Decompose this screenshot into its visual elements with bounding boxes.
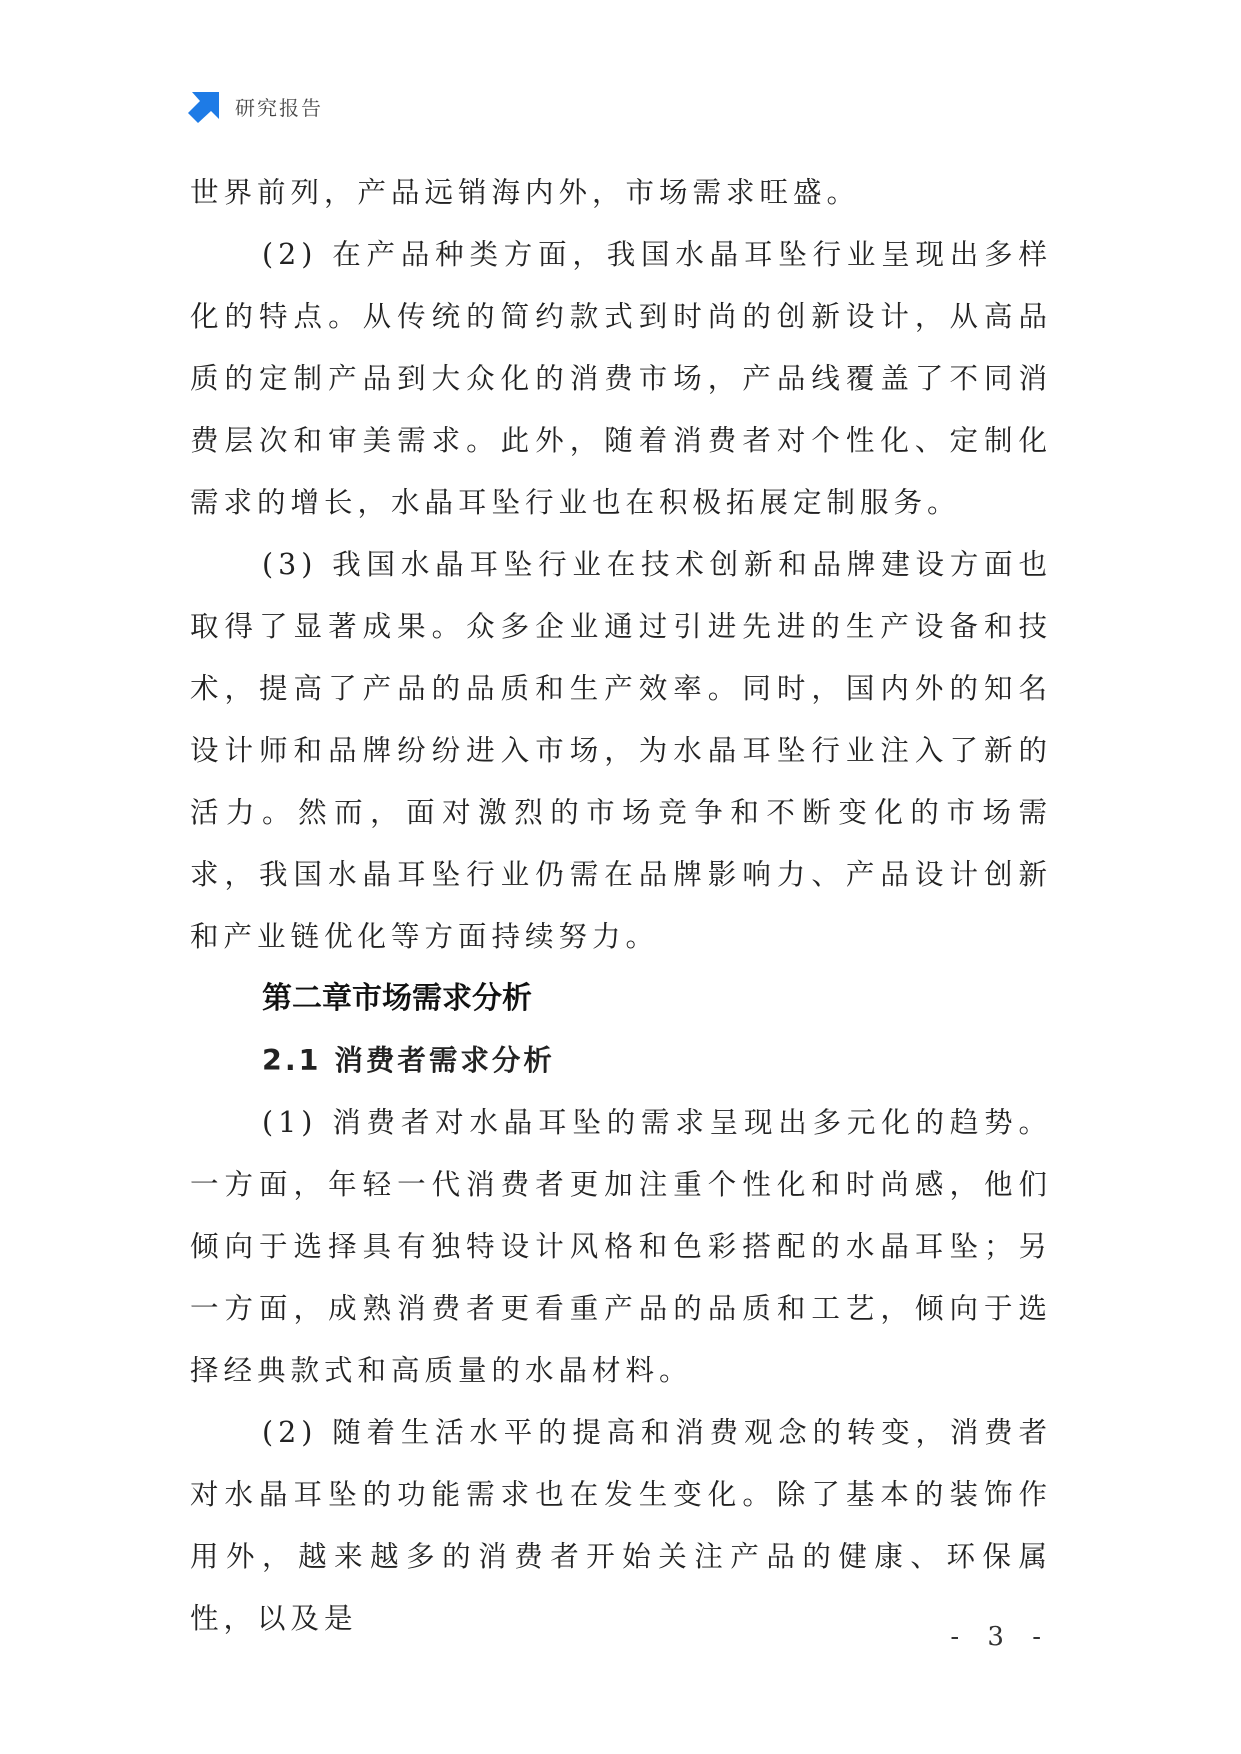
page-number: - 3 -: [950, 1622, 1051, 1652]
paragraph-product-variety: (2) 在产品种类方面，我国水晶耳坠行业呈现出多样化的特点。从传统的简约款式到时尚的创新设计，从高品质的定制产品到大众化的消费市场，产品线覆盖了不同消费层次和审美需求。此外，随着消费者对个性化、定制化需求的增长，水晶耳坠行业也在积极拓展定制服务。: [190, 238, 1052, 519]
paragraph-continued: 世界前列，产品远销海内外，市场需求旺盛。: [190, 176, 861, 209]
page-header: [188, 88, 323, 124]
document-body: [190, 162, 1052, 1650]
paragraph-functional-demand: (2) 随着生活水平的提高和消费观念的转变，消费者对水晶耳坠的功能需求也在发生变化。除了基本的装饰作用外，越来越多的消费者开始关注产品的健康、环保属性，以及是: [190, 1416, 1052, 1635]
chapter-title: 第二章市场需求分析: [262, 981, 532, 1016]
paragraph-innovation: (3) 我国水晶耳坠行业在技术创新和品牌建设方面也取得了显著成果。众多企业通过引进先进的生产设备和技术，提高了产品的品质和生产效率。同时，国内外的知名设计师和品牌纷纷进入市场，为水晶耳坠行业注入了新的活力。然而，面对激烈的市场竞争和不断变化的市场需求，我国水晶耳坠行业仍需在品牌影响力、产品设计创新和产业链优化等方面持续努力。: [190, 548, 1052, 953]
arrow-logo-icon: [188, 90, 221, 123]
header-title: 研究报告: [235, 95, 323, 120]
paragraph-consumer-diversity: (1) 消费者对水晶耳坠的需求呈现出多元化的趋势。一方面，年轻一代消费者更加注重个性化和时尚感，他们倾向于选择具有独特设计风格和色彩搭配的水晶耳坠；另一方面，成熟消费者更看重产品的品质和工艺，倾向于选择经典款式和高质量的水晶材料。: [190, 1106, 1052, 1387]
section-title: 2.1 消费者需求分析: [262, 1044, 555, 1077]
